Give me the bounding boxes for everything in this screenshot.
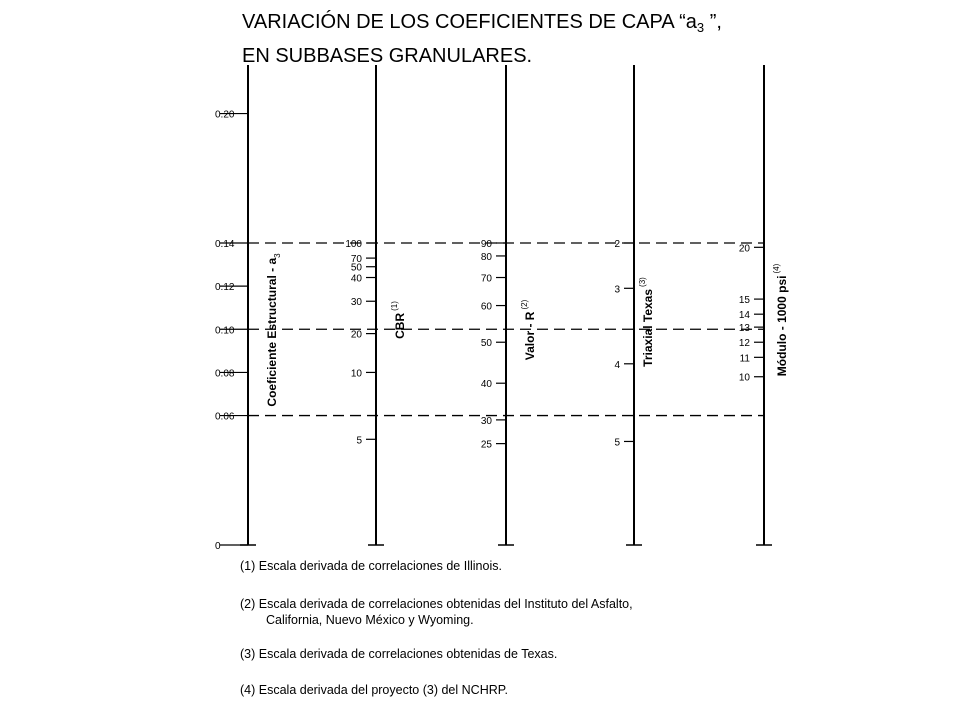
axis-title-cbr-footnote: (1): [390, 301, 399, 311]
footnote-1: [240, 558, 502, 574]
tick-label-cbr-7: 5: [356, 435, 362, 447]
footnote-4: [240, 682, 508, 698]
tick-label-texas-3: 5: [614, 437, 620, 449]
tick-label-cbr-6: 10: [350, 368, 362, 380]
footnote-3: [240, 646, 557, 662]
chart-title-prefix: VARIACIÓN DE LOS COEFICIENTES DE CAPA “a: [242, 11, 697, 33]
axis-title-r-text: Valor - R: [523, 311, 537, 361]
tick-label-a3-2: 0.12: [215, 282, 235, 294]
axis-title-texas-text: Triaxial Texas: [641, 288, 655, 367]
axis-title-cbr: [390, 301, 407, 339]
axis-title-a3-subscript: 3: [273, 253, 282, 258]
axis-title-a3-text: Coeficiente Estructural - a: [265, 257, 279, 407]
tick-label-a3-1: 0.14: [215, 239, 235, 250]
chart-title-suffix: ”,: [704, 11, 722, 33]
tick-label-modulo-1: 15: [738, 295, 750, 307]
tick-label-r-6: 30: [480, 415, 492, 427]
footnote-2-text: (2) Escala derivada de correlaciones obtenidas del Instituto del Asfalto,: [240, 597, 633, 611]
axis-title-modulo-text: Módulo - 1000 psi: [775, 275, 789, 377]
tick-label-texas-2: 4: [614, 359, 620, 371]
tick-label-texas-0: 2: [614, 239, 620, 250]
tick-label-a3-4: 0.08: [215, 368, 235, 380]
footnote-3-text: (3) Escala derivada de correlaciones obtenidas de Texas.: [240, 647, 558, 661]
tick-label-a3-0: 0.20: [215, 109, 235, 121]
tick-label-modulo-6: 10: [738, 372, 750, 384]
axis-title-cbr-text: CBR: [393, 312, 407, 339]
axis-title-modulo-footnote: (4): [772, 263, 781, 274]
tick-label-cbr-5: 20: [350, 329, 362, 341]
chart-title-line-2: EN SUBBASES GRANULARES.: [242, 45, 533, 67]
tick-label-r-1: 80: [480, 251, 492, 263]
tick-label-a3-6: 0: [215, 541, 221, 552]
tick-label-texas-1: 3: [614, 284, 620, 296]
footnote-2-continuation: California, Nuevo México y Wyoming.: [266, 613, 474, 627]
footnote-1-text: (1) Escala derivada de correlaciones de Illinois.: [240, 559, 502, 573]
chart-title-subscript: 3: [696, 20, 705, 35]
tick-label-modulo-2: 14: [738, 310, 750, 322]
tick-label-r-7: 25: [480, 439, 492, 451]
tick-label-modulo-3: 13: [738, 323, 750, 335]
tick-label-a3-5: 0.06: [215, 411, 235, 423]
tick-label-r-5: 40: [480, 379, 492, 391]
tick-label-modulo-4: 12: [738, 338, 750, 350]
tick-label-cbr-1: 70: [350, 254, 362, 266]
tick-label-r-4: 50: [480, 338, 492, 350]
axis-title-a3: [265, 253, 282, 407]
axis-title-r-footnote: (2): [520, 299, 529, 310]
tick-label-cbr-4: 30: [350, 297, 362, 309]
tick-label-cbr-2: 50: [350, 262, 362, 274]
tick-label-cbr-3: 40: [350, 273, 362, 285]
tick-label-modulo-5: 11: [739, 353, 750, 365]
footnote-2: [240, 596, 633, 628]
footnote-4-text: (4) Escala derivada del proyecto (3) del NCHRP.: [240, 683, 508, 697]
axis-title-modulo: [772, 263, 789, 376]
axis-title-texas: [638, 277, 655, 367]
tick-label-r-2: 70: [480, 273, 492, 285]
tick-label-modulo-0: 20: [738, 243, 750, 255]
tick-label-r-3: 60: [480, 301, 492, 313]
tick-label-cbr-0: 100: [345, 239, 362, 250]
axis-title-r: [520, 299, 537, 360]
axis-title-texas-footnote: (3): [638, 277, 647, 287]
tick-label-r-0: 90: [480, 239, 492, 250]
tick-label-a3-3: 0.10: [215, 325, 235, 337]
